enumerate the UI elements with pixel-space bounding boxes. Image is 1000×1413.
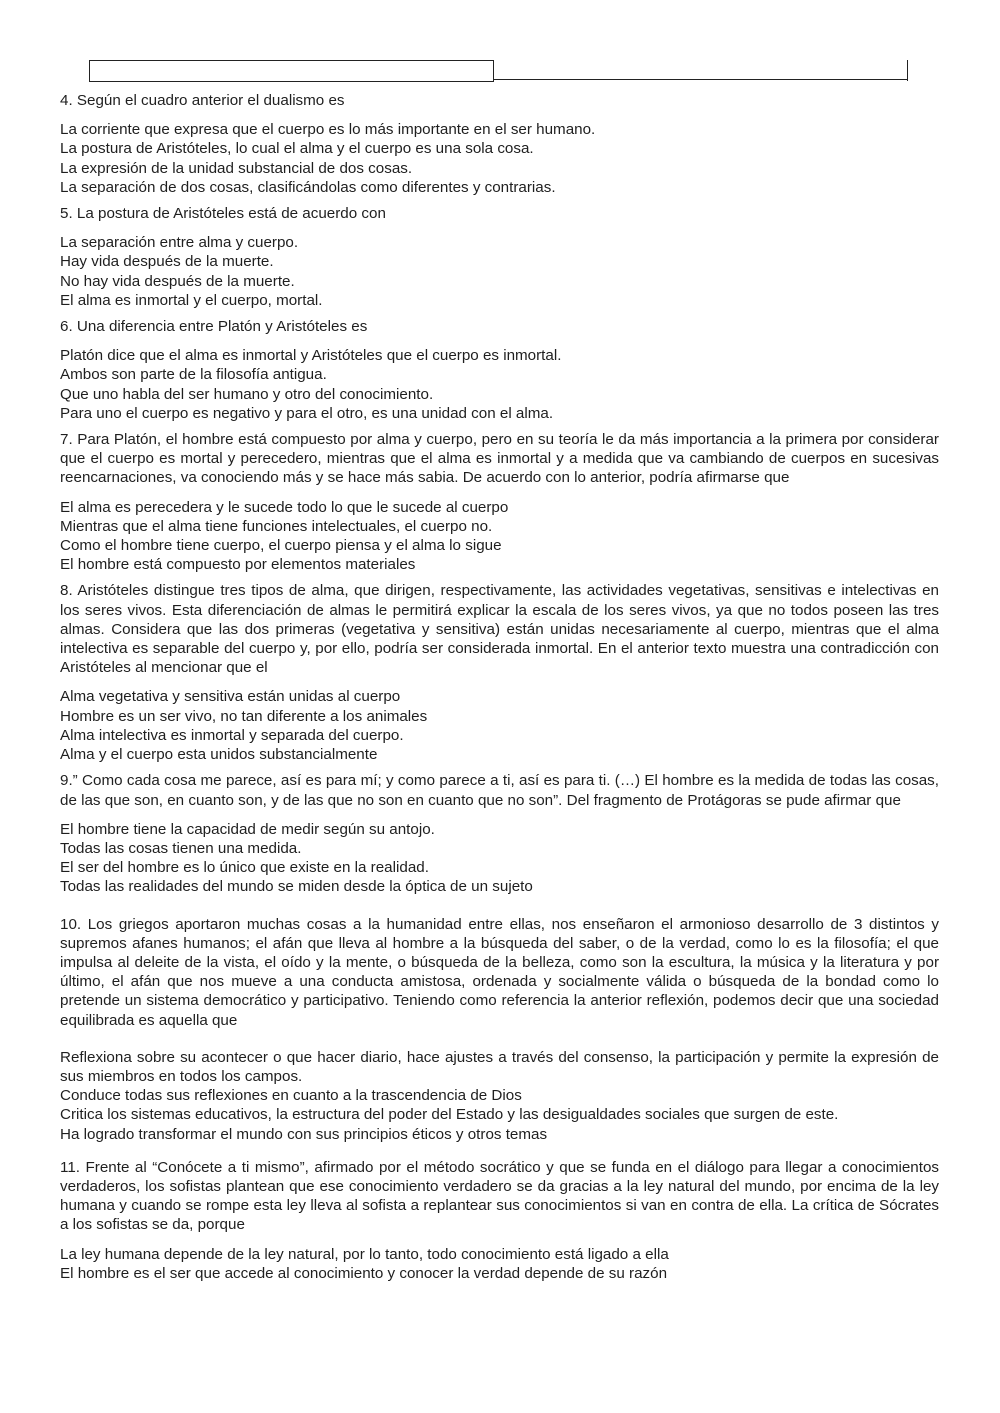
question-4 xyxy=(60,91,939,197)
table-remnant xyxy=(89,60,910,82)
answer-option[interactable]: El hombre está compuesto por elementos materiales xyxy=(60,556,416,574)
question-8 xyxy=(60,581,939,764)
answer-option[interactable]: Hay vida después de la muerte. xyxy=(60,253,274,271)
answer-option[interactable]: Todas las cosas tienen una medida. xyxy=(60,839,302,857)
answer-option[interactable]: La expresión de la unidad substancial de dos cosas. xyxy=(60,159,413,177)
question-text: 9.” Como cada cosa me parece, así es para mí; y como parece a ti, así es para ti. (…) El hombre es la medida de todas las cosas, de las que son, en cuanto son, y de las que no son en cuanto que no son”. Del fragmento de Protágoras se pude afirmar que xyxy=(60,772,939,809)
answer-options xyxy=(60,1048,939,1144)
answer-option[interactable]: Ambos son parte de la filosofía antigua. xyxy=(60,366,327,384)
answer-options xyxy=(60,346,939,423)
question-text: 7. Para Platón, el hombre está compuesto por alma y cuerpo, pero en su teoría le da más importancia a la primera por considerar que el cuerpo es mortal y perecedero, mientras que el alma es inmortal y a medida que va cambiando de cuerpos en sucesivas reencarnaciones, va conociendo más y se hace más sabia. De acuerdo con lo anterior, podría afirmarse que xyxy=(60,431,939,487)
answer-option[interactable]: El hombre tiene la capacidad de medir según su antojo. xyxy=(60,820,435,838)
answer-options xyxy=(60,687,939,764)
answer-option[interactable]: La separación de dos cosas, clasificándolas como diferentes y contrarias. xyxy=(60,178,556,196)
question-5 xyxy=(60,204,939,310)
answer-option[interactable]: Platón dice que el alma es inmortal y Aristóteles que el cuerpo es inmortal. xyxy=(60,347,562,365)
question-text: 4. Según el cuadro anterior el dualismo es xyxy=(60,92,345,109)
answer-option[interactable]: Mientras que el alma tiene funciones intelectuales, el cuerpo no. xyxy=(60,517,493,535)
answer-option[interactable]: Hombre es un ser vivo, no tan diferente a los animales xyxy=(60,707,428,725)
answer-option[interactable]: La ley humana depende de la ley natural, por lo tanto, todo conocimiento está ligado a ella xyxy=(60,1245,669,1263)
answer-options xyxy=(60,820,939,897)
worksheet-content xyxy=(60,91,939,1290)
answer-option[interactable]: Reflexiona sobre su acontecer o que hacer diario, hace ajustes a través del consenso, la participación y permite la expresión de sus miembros en todos los campos. xyxy=(60,1048,939,1085)
question-9 xyxy=(60,771,939,896)
question-text: 5. La postura de Aristóteles está de acuerdo con xyxy=(60,205,386,223)
answer-options xyxy=(60,120,939,197)
answer-options xyxy=(60,233,939,310)
answer-option[interactable]: Critica los sistemas educativos, la estructura del poder del Estado y las desigualdades sociales que surgen de este. xyxy=(60,1106,839,1124)
answer-option[interactable]: Alma vegetativa y sensitiva están unidas al cuerpo xyxy=(60,688,401,706)
answer-option[interactable]: La separación entre alma y cuerpo. xyxy=(60,234,299,252)
question-6 xyxy=(60,317,939,423)
answer-option[interactable]: Todas las realidades del mundo se miden desde la óptica de un sujeto xyxy=(60,878,533,896)
answer-option[interactable]: Para uno el cuerpo es negativo y para el otro, es una unidad con el alma. xyxy=(60,404,554,422)
answer-option[interactable]: Que uno habla del ser humano y otro del conocimiento. xyxy=(60,385,434,403)
answer-options xyxy=(60,498,939,575)
question-text: 11. Frente al “Conócete a ti mismo”, afirmado por el método socrático y que se funda en el diálogo para llegar a conocimientos verdaderos, los sofistas plantean que ese conocimiento verdadero se da gracias a la ley natural del mundo, por encima de la ley humana y cuando se rompe esta ley lleva al sofista a replantear sus conocimientos si van en contra de ella. La crítica de Sócrates a los sofistas se da, porque xyxy=(60,1158,939,1234)
answer-option[interactable]: No hay vida después de la muerte. xyxy=(60,272,295,290)
answer-option[interactable]: Alma y el cuerpo esta unidos substancialmente xyxy=(60,746,378,764)
question-text: 8. Aristóteles distingue tres tipos de alma, que dirigen, respectivamente, las actividades vegetativas, sensitivas e intelectivas en los seres vivos. Esta diferenciación de almas le permitirá explicar la escala de los seres vivos, ya que no todos poseen las tres almas. Considera que las dos primeras (vegetativa y sensitiva) están unidas necesariamente al cuerpo, mientras que el alma intelectiva es separable del cuerpo y, por ello, podría ser considerada inmortal. En el anterior texto muestra una contradicción con Aristóteles al mencionar que el xyxy=(60,582,939,677)
question-text: 6. Una diferencia entre Platón y Aristóteles es xyxy=(60,318,368,336)
table-bottom-rule xyxy=(494,79,908,80)
answer-option[interactable]: Ha logrado transformar el mundo con sus principios éticos y otros temas xyxy=(60,1125,548,1143)
answer-option[interactable]: La postura de Aristóteles, lo cual el alma y el cuerpo es una sola cosa. xyxy=(60,140,534,158)
answer-option[interactable]: Conduce todas sus reflexiones en cuanto a la trascendencia de Dios xyxy=(60,1087,522,1105)
table-cell-right-border xyxy=(907,60,908,81)
question-text: 10. Los griegos aportaron muchas cosas a la humanidad entre ellas, nos enseñaron el armonioso desarrollo de 3 distintos y supremos afanes humanos; el afán que lleva al hombre a la búsqueda del saber, o de la verdad, como lo es la filosofía; el que impulsa al deleite de la vista, el oído y la mente, o búsqueda de la belleza, como son la escultura, la música y la literatura y por último, el afán que nos mueve a una conducta amistosa, ordenada y socialmente válida o búsqueda de la bondad como lo pretende un sistema democrático y participativo. Teniendo como referencia la anterior reflexión, podemos decir que una sociedad equilibrada es aquella que xyxy=(60,915,939,1029)
answer-option[interactable]: La corriente que expresa que el cuerpo es lo más importante en el ser humano. xyxy=(60,121,596,139)
answer-option[interactable]: Alma intelectiva es inmortal y separada del cuerpo. xyxy=(60,726,404,744)
answer-options xyxy=(60,1245,939,1283)
answer-option[interactable]: El hombre es el ser que accede al conocimiento y conocer la verdad depende de su razón xyxy=(60,1264,668,1282)
question-7 xyxy=(60,430,939,574)
answer-option[interactable]: El ser del hombre es lo único que existe en la realidad. xyxy=(60,859,429,877)
table-cell-left xyxy=(89,60,494,82)
answer-option[interactable]: Como el hombre tiene cuerpo, el cuerpo piensa y el alma lo sigue xyxy=(60,537,502,555)
question-10 xyxy=(60,915,939,1144)
question-11 xyxy=(60,1158,939,1283)
answer-option[interactable]: El alma es inmortal y el cuerpo, mortal. xyxy=(60,291,323,309)
answer-option[interactable]: El alma es perecedera y le sucede todo lo que le sucede al cuerpo xyxy=(60,498,509,516)
